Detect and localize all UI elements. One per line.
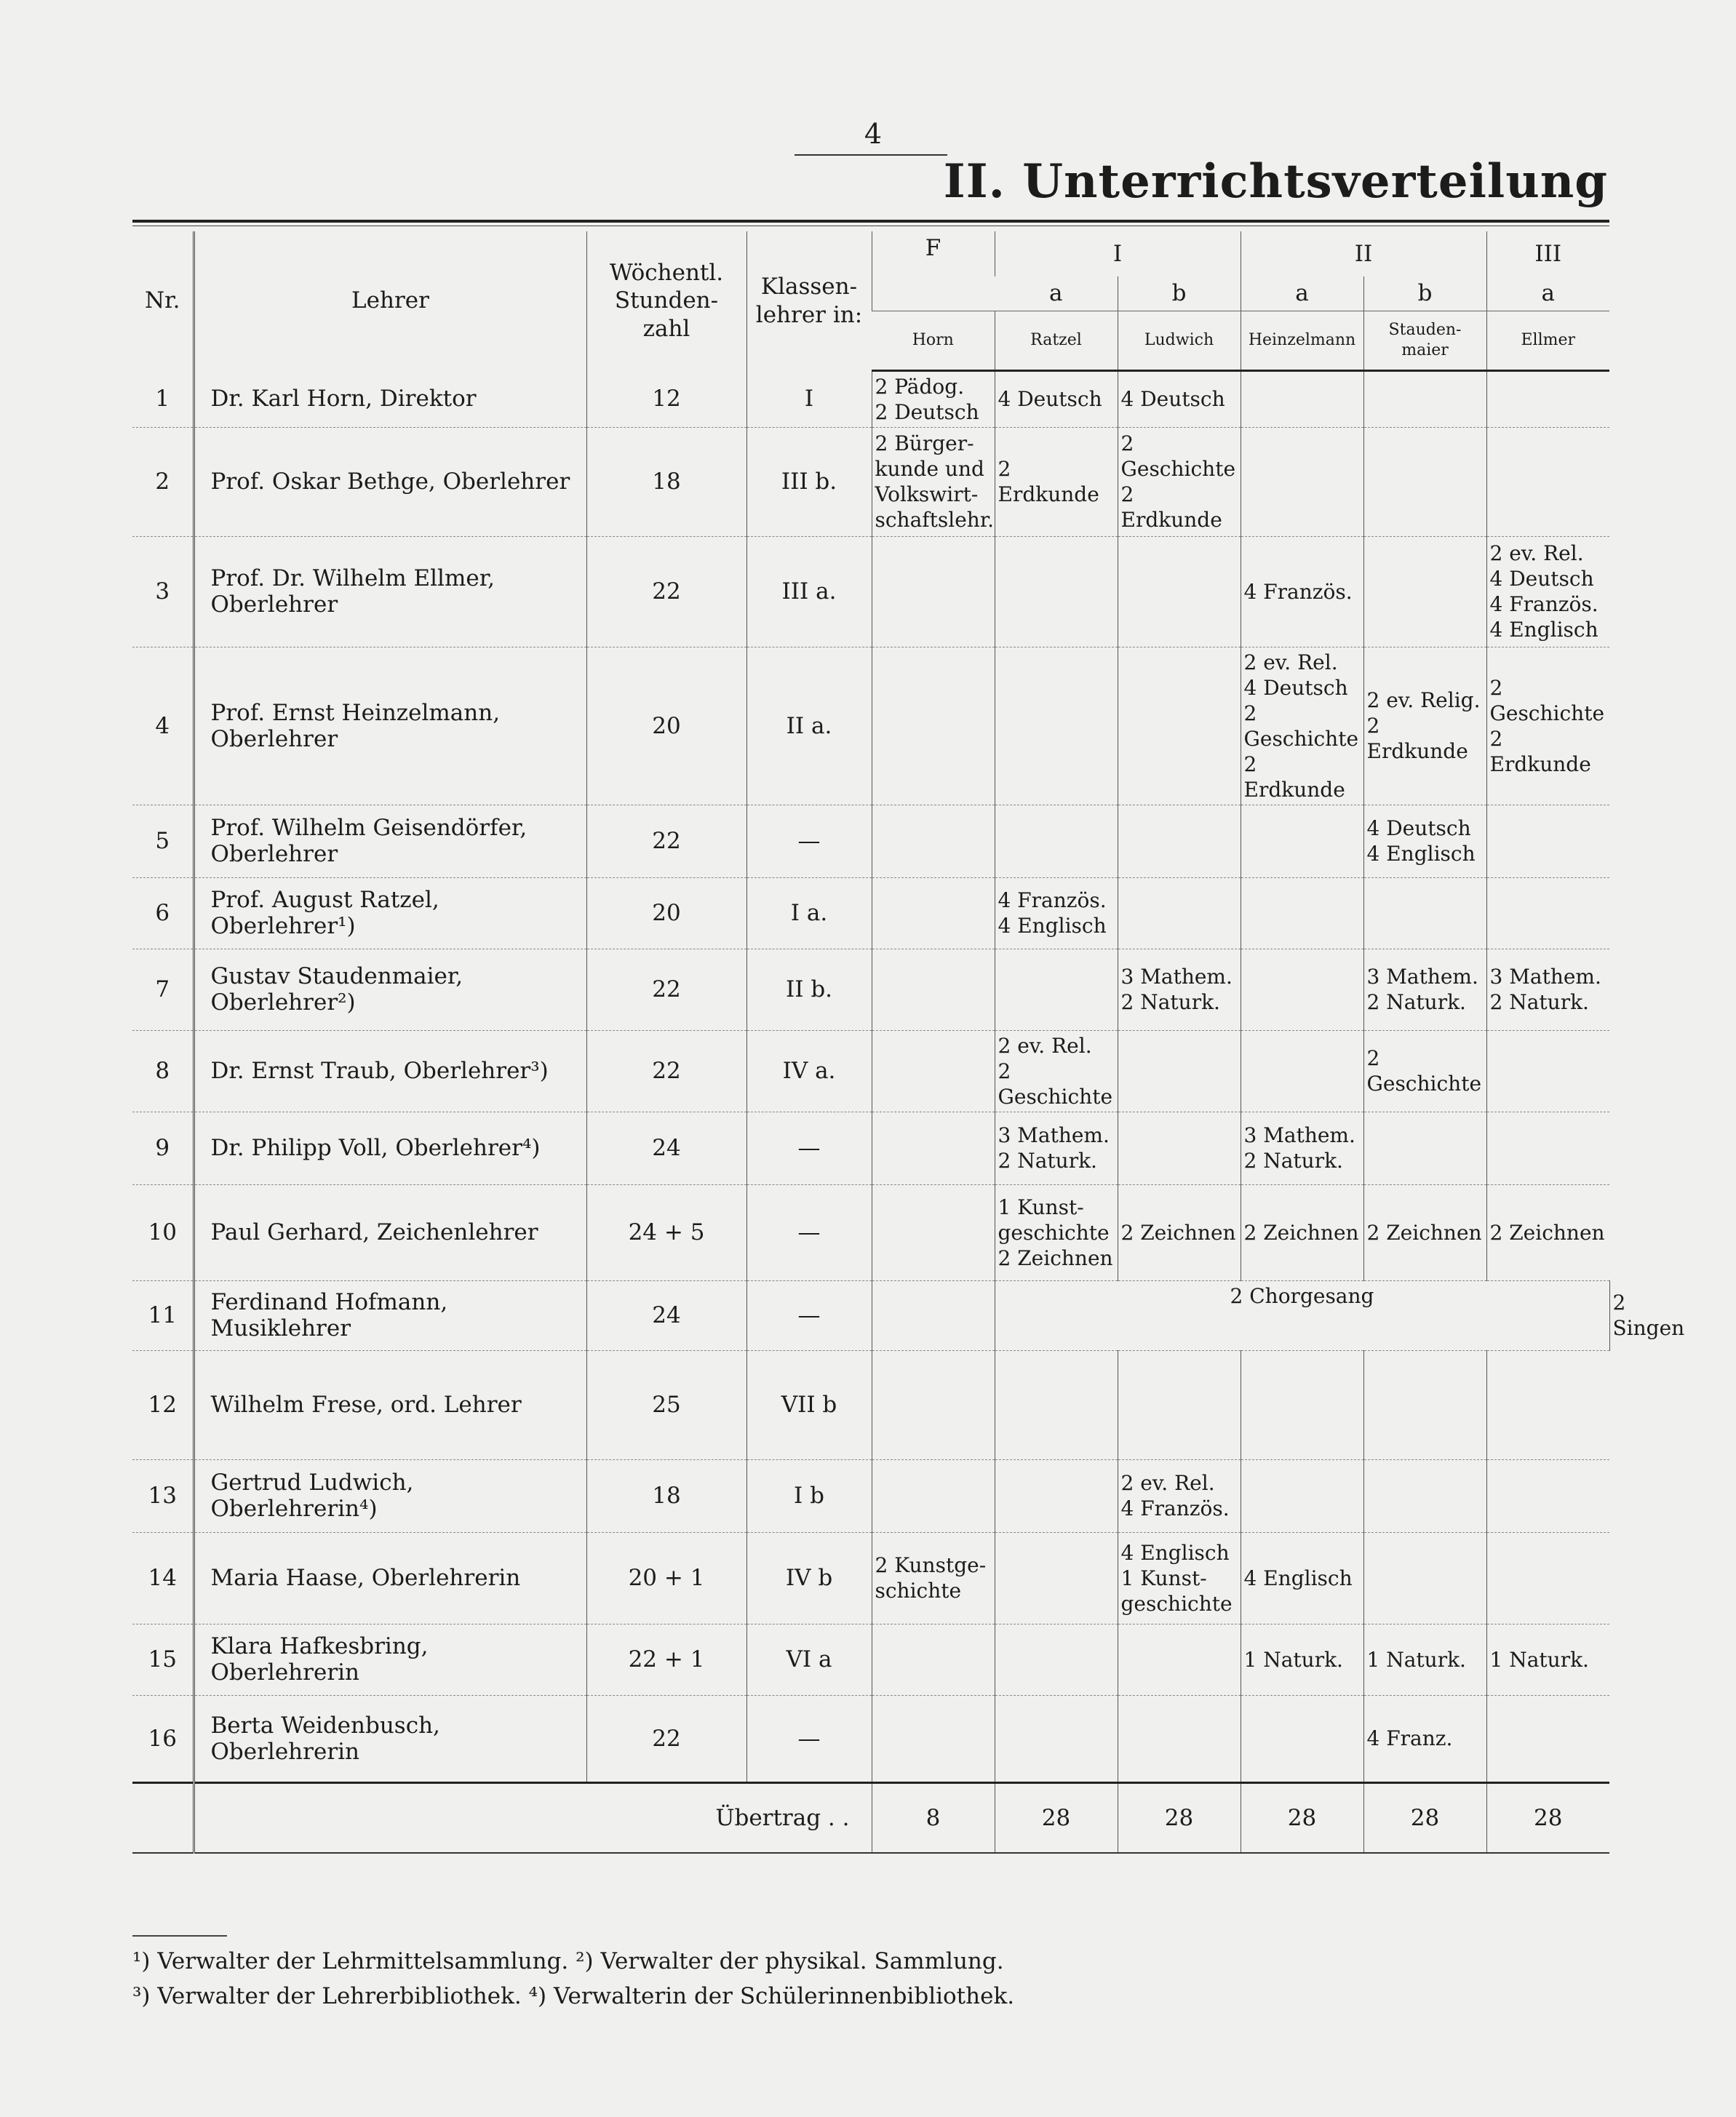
row-nr: 3: [132, 536, 194, 647]
row-hours: 22: [586, 536, 746, 647]
row-subject-ib: 2 ev. Rel. 4 Französ.: [1118, 1459, 1241, 1532]
header-group-iii: III: [1486, 231, 1609, 276]
row-teacher: Prof. August Ratzel, Oberlehrer¹): [194, 877, 586, 949]
table-row: [132, 370, 1609, 427]
row-hours: 20: [586, 647, 746, 805]
row-subject-ib: [1118, 1350, 1241, 1459]
row-subject-f: [872, 536, 995, 647]
row-subject-iiia: [1486, 1532, 1609, 1624]
total-iib: 28: [1363, 1782, 1486, 1853]
row-subject-ia: 4 Französ. 4 Englisch: [995, 877, 1118, 949]
row-teacher: Berta Weidenbusch, Oberlehrerin: [194, 1695, 586, 1782]
row-subject-ib: 4 Englisch 1 Kunst- geschichte: [1118, 1532, 1241, 1624]
row-nr: 4: [132, 647, 194, 805]
row-nr: 15: [132, 1624, 194, 1695]
row-subject-ia: [995, 1695, 1118, 1782]
row-subject-iia: 4 Englisch: [1241, 1532, 1363, 1624]
row-subject-iib: [1363, 370, 1486, 427]
row-subject-f: [872, 877, 995, 949]
row-subject-ia: [995, 1350, 1118, 1459]
row-nr: 10: [132, 1184, 194, 1280]
row-subject-iia: 1 Naturk.: [1241, 1624, 1363, 1695]
row-hours: 22: [586, 1695, 746, 1782]
row-subject-ia: 2 ev. Rel. 2 Geschichte: [995, 1030, 1118, 1112]
row-subject-ib: [1118, 647, 1241, 805]
row-subject-iib: 4 Franz.: [1363, 1695, 1486, 1782]
header-class-teacher: Klassen- lehrer in:: [746, 231, 872, 370]
row-teacher: Paul Gerhard, Zeichenlehrer: [194, 1184, 586, 1280]
row-nr: 12: [132, 1350, 194, 1459]
row-subject-iiia: 2 Geschichte 2 Erdkunde: [1486, 647, 1609, 805]
row-subject-iia: [1241, 877, 1363, 949]
row-teacher: Prof. Ernst Heinzelmann, Oberlehrer: [194, 647, 586, 805]
row-subject-f: 2 Pädog. 2 Deutsch: [872, 370, 995, 427]
table-row: [132, 1532, 1609, 1624]
row-hours: 22: [586, 805, 746, 877]
row-hours: 25: [586, 1350, 746, 1459]
row-subject-ia: [995, 949, 1118, 1030]
row-subject-iia: [1241, 805, 1363, 877]
header-group-f: F: [872, 231, 995, 311]
row-teacher: Gertrud Ludwich, Oberlehrerin⁴): [194, 1459, 586, 1532]
row-class-teacher: IV a.: [746, 1030, 872, 1112]
row-subject-f: [872, 1112, 995, 1184]
row-teacher: Klara Hafkesbring, Oberlehrerin: [194, 1624, 586, 1695]
header-sub-iiia: a: [1486, 276, 1609, 311]
row-subject-iib: [1363, 1350, 1486, 1459]
row-subject-iib: 2 Zeichnen: [1363, 1184, 1486, 1280]
row-subject-ia: [995, 1459, 1118, 1532]
row-subject-iia: [1241, 1030, 1363, 1112]
row-subject-f: [872, 1184, 995, 1280]
row-class-teacher: II b.: [746, 949, 872, 1030]
row-subject-iiia: [1486, 877, 1609, 949]
row-subject-f: [872, 1459, 995, 1532]
row-class-teacher: —: [746, 1112, 872, 1184]
row-nr: 7: [132, 949, 194, 1030]
row-nr: 6: [132, 877, 194, 949]
footnotes: [132, 1944, 1014, 2014]
row-subject-ia: [995, 805, 1118, 877]
header-head-ib: Ludwich: [1118, 311, 1241, 370]
row-hours: 12: [586, 370, 746, 427]
row-nr: 9: [132, 1112, 194, 1184]
total-ib: 28: [1118, 1782, 1241, 1853]
header-sub-ib: b: [1118, 276, 1241, 311]
row-class-teacher: —: [746, 805, 872, 877]
section-title: II. Unterrichtsverteilung: [943, 154, 1608, 209]
header-sub-iib: b: [1363, 276, 1486, 311]
row-class-teacher: IV b: [746, 1532, 872, 1624]
row-subject-ib: [1118, 1030, 1241, 1112]
row-subject-iiia: [1486, 1112, 1609, 1184]
row-subject-f: [872, 647, 995, 805]
header-hours: Wöchentl. Stunden- zahl: [586, 231, 746, 370]
row-teacher: Maria Haase, Oberlehrerin: [194, 1532, 586, 1624]
row-hours: 22: [586, 1030, 746, 1112]
row-subject-iib: [1363, 1459, 1486, 1532]
row-subject-f: 2 Kunstge- schichte: [872, 1532, 995, 1624]
distribution-table: [132, 231, 1685, 1854]
row-subject-ia: 4 Deutsch: [995, 370, 1118, 427]
row-teacher: Gustav Staudenmaier, Oberlehrer²): [194, 949, 586, 1030]
row-subject-f: 2 Bürger- kunde und Volkswirt- schaftslehr.: [872, 427, 995, 536]
row-subject-ia: [995, 1624, 1118, 1695]
header-group-ii: II: [1241, 231, 1486, 276]
total-label: Übertrag . .: [194, 1782, 872, 1853]
row-subject-f: [872, 1280, 995, 1350]
row-subject-f: [872, 949, 995, 1030]
row-subject-iib: 2 Geschichte: [1363, 1030, 1486, 1112]
total-iia: 28: [1241, 1782, 1363, 1853]
row-teacher: Dr. Ernst Traub, Oberlehrer³): [194, 1030, 586, 1112]
row-subject-ia: 1 Kunst- geschichte 2 Zeichnen: [995, 1184, 1118, 1280]
header-nr: Nr.: [145, 287, 180, 314]
page-number-rule: [795, 154, 947, 156]
row-nr: 5: [132, 805, 194, 877]
header-head-ia: Ratzel: [995, 311, 1118, 370]
row-class-teacher: —: [746, 1280, 872, 1350]
table-row: [132, 1459, 1609, 1532]
table-row: [132, 1112, 1609, 1184]
table-row: [132, 536, 1609, 647]
table-row: [132, 949, 1609, 1030]
table-row: [132, 1030, 1609, 1112]
row-subject-f: [872, 1624, 995, 1695]
table-row: [132, 1695, 1609, 1782]
table-row: [132, 877, 1609, 949]
row-class-teacher: —: [746, 1184, 872, 1280]
row-subject-ia: [995, 536, 1118, 647]
row-subject-ia: [995, 1532, 1118, 1624]
row-subject-iia: 2 Zeichnen: [1241, 1184, 1363, 1280]
row-teacher: Prof. Dr. Wilhelm Ellmer, Oberlehrer: [194, 536, 586, 647]
row-subject-ib: [1118, 1624, 1241, 1695]
table-row: [132, 1350, 1609, 1459]
row-choir: 2 Chorgesang: [995, 1280, 1609, 1350]
row-subject-iiia: [1486, 805, 1609, 877]
header-head-iib: Stauden- maier: [1363, 311, 1486, 370]
row-subject-iib: [1363, 427, 1486, 536]
row-subject-iiia: [1486, 1459, 1609, 1532]
table-row: [132, 805, 1609, 877]
row-subject-iia: [1241, 1695, 1363, 1782]
row-subject-iib: 3 Mathem. 2 Naturk.: [1363, 949, 1486, 1030]
row-class-teacher: VII b: [746, 1350, 872, 1459]
row-class-teacher: I: [746, 370, 872, 427]
row-hours: 20 + 1: [586, 1532, 746, 1624]
row-subject-iiia: [1486, 1695, 1609, 1782]
header-teacher: Lehrer: [194, 231, 586, 370]
row-subject-iiia: 2 Zeichnen: [1486, 1184, 1609, 1280]
header-head-f: Horn: [872, 311, 995, 370]
row-class-teacher: I b: [746, 1459, 872, 1532]
row-subject-iia: [1241, 427, 1363, 536]
row-subject-iiia: [1486, 370, 1609, 427]
row-hours: 24: [586, 1112, 746, 1184]
top-rule: [132, 220, 1609, 223]
total-iiia: 28: [1486, 1782, 1609, 1853]
row-subject-iia: [1241, 1459, 1363, 1532]
row-subject-iia: 4 Französ.: [1241, 536, 1363, 647]
row-subject-iib: 4 Deutsch 4 Englisch: [1363, 805, 1486, 877]
header-head-iia: Heinzelmann: [1241, 311, 1363, 370]
row-class-teacher: I a.: [746, 877, 872, 949]
row-subject-ib: [1118, 1112, 1241, 1184]
row-nr: 8: [132, 1030, 194, 1112]
row-subject-ib: 3 Mathem. 2 Naturk.: [1118, 949, 1241, 1030]
table-row: [132, 647, 1609, 805]
row-subject-iib: [1363, 536, 1486, 647]
row-hours: 24 + 5: [586, 1184, 746, 1280]
footnote-line-1: ¹) Verwalter der Lehrmittelsammlung. ²) Verwalter der physikal. Sammlung.: [132, 1948, 1004, 1974]
row-subject-ia: 2 Erdkunde: [995, 427, 1118, 536]
row-subject-f: [872, 1030, 995, 1112]
row-subject-ib: [1118, 877, 1241, 949]
row-subject-iib: [1363, 877, 1486, 949]
total-ia: 28: [995, 1782, 1118, 1853]
row-hours: 22: [586, 949, 746, 1030]
row-subject-iib: [1363, 1532, 1486, 1624]
row-teacher: Wilhelm Frese, ord. Lehrer: [194, 1350, 586, 1459]
row-teacher: Ferdinand Hofmann, Musiklehrer: [194, 1280, 586, 1350]
row-subject-ib: [1118, 1695, 1241, 1782]
row-subject-f: [872, 1350, 995, 1459]
row-nr: 14: [132, 1532, 194, 1624]
row-subject-iiia: [1486, 427, 1609, 536]
row-subject-ib: [1118, 805, 1241, 877]
row-hours: 18: [586, 1459, 746, 1532]
row-subject-iia: [1241, 949, 1363, 1030]
row-subject-iiia: 2 ev. Rel. 4 Deutsch 4 Französ. 4 Englisch: [1486, 536, 1609, 647]
row-nr: 11: [132, 1280, 194, 1350]
row-hours: 20: [586, 877, 746, 949]
footnote-rule: [132, 1935, 227, 1937]
row-hours: 22 + 1: [586, 1624, 746, 1695]
row-class-teacher: III a.: [746, 536, 872, 647]
row-class-teacher: —: [746, 1695, 872, 1782]
row-subject-iib: 1 Naturk.: [1363, 1624, 1486, 1695]
table-row: [132, 427, 1609, 536]
row-subject-ia: 3 Mathem. 2 Naturk.: [995, 1112, 1118, 1184]
row-subject-iiia: [1486, 1350, 1609, 1459]
total-f: 8: [872, 1782, 995, 1853]
row-teacher: Prof. Wilhelm Geisendörfer, Oberlehrer: [194, 805, 586, 877]
row-hours: 18: [586, 427, 746, 536]
row-subject-iia: [1241, 370, 1363, 427]
row-hours: 24: [586, 1280, 746, 1350]
total-blank-nr: [132, 1782, 194, 1853]
row-nr: 16: [132, 1695, 194, 1782]
row-class-teacher: III b.: [746, 427, 872, 536]
row-teacher: Dr. Karl Horn, Direktor: [194, 370, 586, 427]
row-subject-f: [872, 805, 995, 877]
row-teacher: Dr. Philipp Voll, Oberlehrer⁴): [194, 1112, 586, 1184]
header-sub-iia: a: [1241, 276, 1363, 311]
footnote-line-2: ³) Verwalter der Lehrerbibliothek. ⁴) Verwalterin der Schülerinnenbibliothek.: [132, 1983, 1015, 2010]
row-subject-iia: [1241, 1350, 1363, 1459]
table-row: [132, 1624, 1609, 1695]
table-row: [132, 1184, 1609, 1280]
row-subject-iiia: [1486, 1030, 1609, 1112]
header-head-iiia: Ellmer: [1486, 311, 1609, 370]
row-subject-iib: 2 ev. Relig. 2 Erdkunde: [1363, 647, 1486, 805]
header-group-i: I: [995, 231, 1241, 276]
row-subject-iiia: 1 Naturk.: [1486, 1624, 1609, 1695]
header-sub-ia: a: [995, 276, 1118, 311]
row-nr: 1: [132, 370, 194, 427]
row-subject-ib: [1118, 536, 1241, 647]
row-nr: 2: [132, 427, 194, 536]
row-subject-ia: [995, 647, 1118, 805]
page-number: 4: [864, 118, 883, 150]
row-subject-ib: 4 Deutsch: [1118, 370, 1241, 427]
row-subject-iia: 2 ev. Rel. 4 Deutsch 2 Geschichte 2 Erdkunde: [1241, 647, 1363, 805]
row-subject-f: [872, 1695, 995, 1782]
row-class-teacher: II a.: [746, 647, 872, 805]
row-subject-ib: 2 Zeichnen: [1118, 1184, 1241, 1280]
row-subject-iia: 3 Mathem. 2 Naturk.: [1241, 1112, 1363, 1184]
row-teacher: Prof. Oskar Bethge, Oberlehrer: [194, 427, 586, 536]
row-class-teacher: VI a: [746, 1624, 872, 1695]
row-subject-iiia: 3 Mathem. 2 Naturk.: [1486, 949, 1609, 1030]
table-row: 11 Ferdinand Hofmann, Musiklehrer 24 — 2 Chorgesang 2 Singen: [132, 1280, 1609, 1350]
row-nr: 13: [132, 1459, 194, 1532]
row-subject-ib: 2 Geschichte 2 Erdkunde: [1118, 427, 1241, 536]
row-subject-iib: [1363, 1112, 1486, 1184]
